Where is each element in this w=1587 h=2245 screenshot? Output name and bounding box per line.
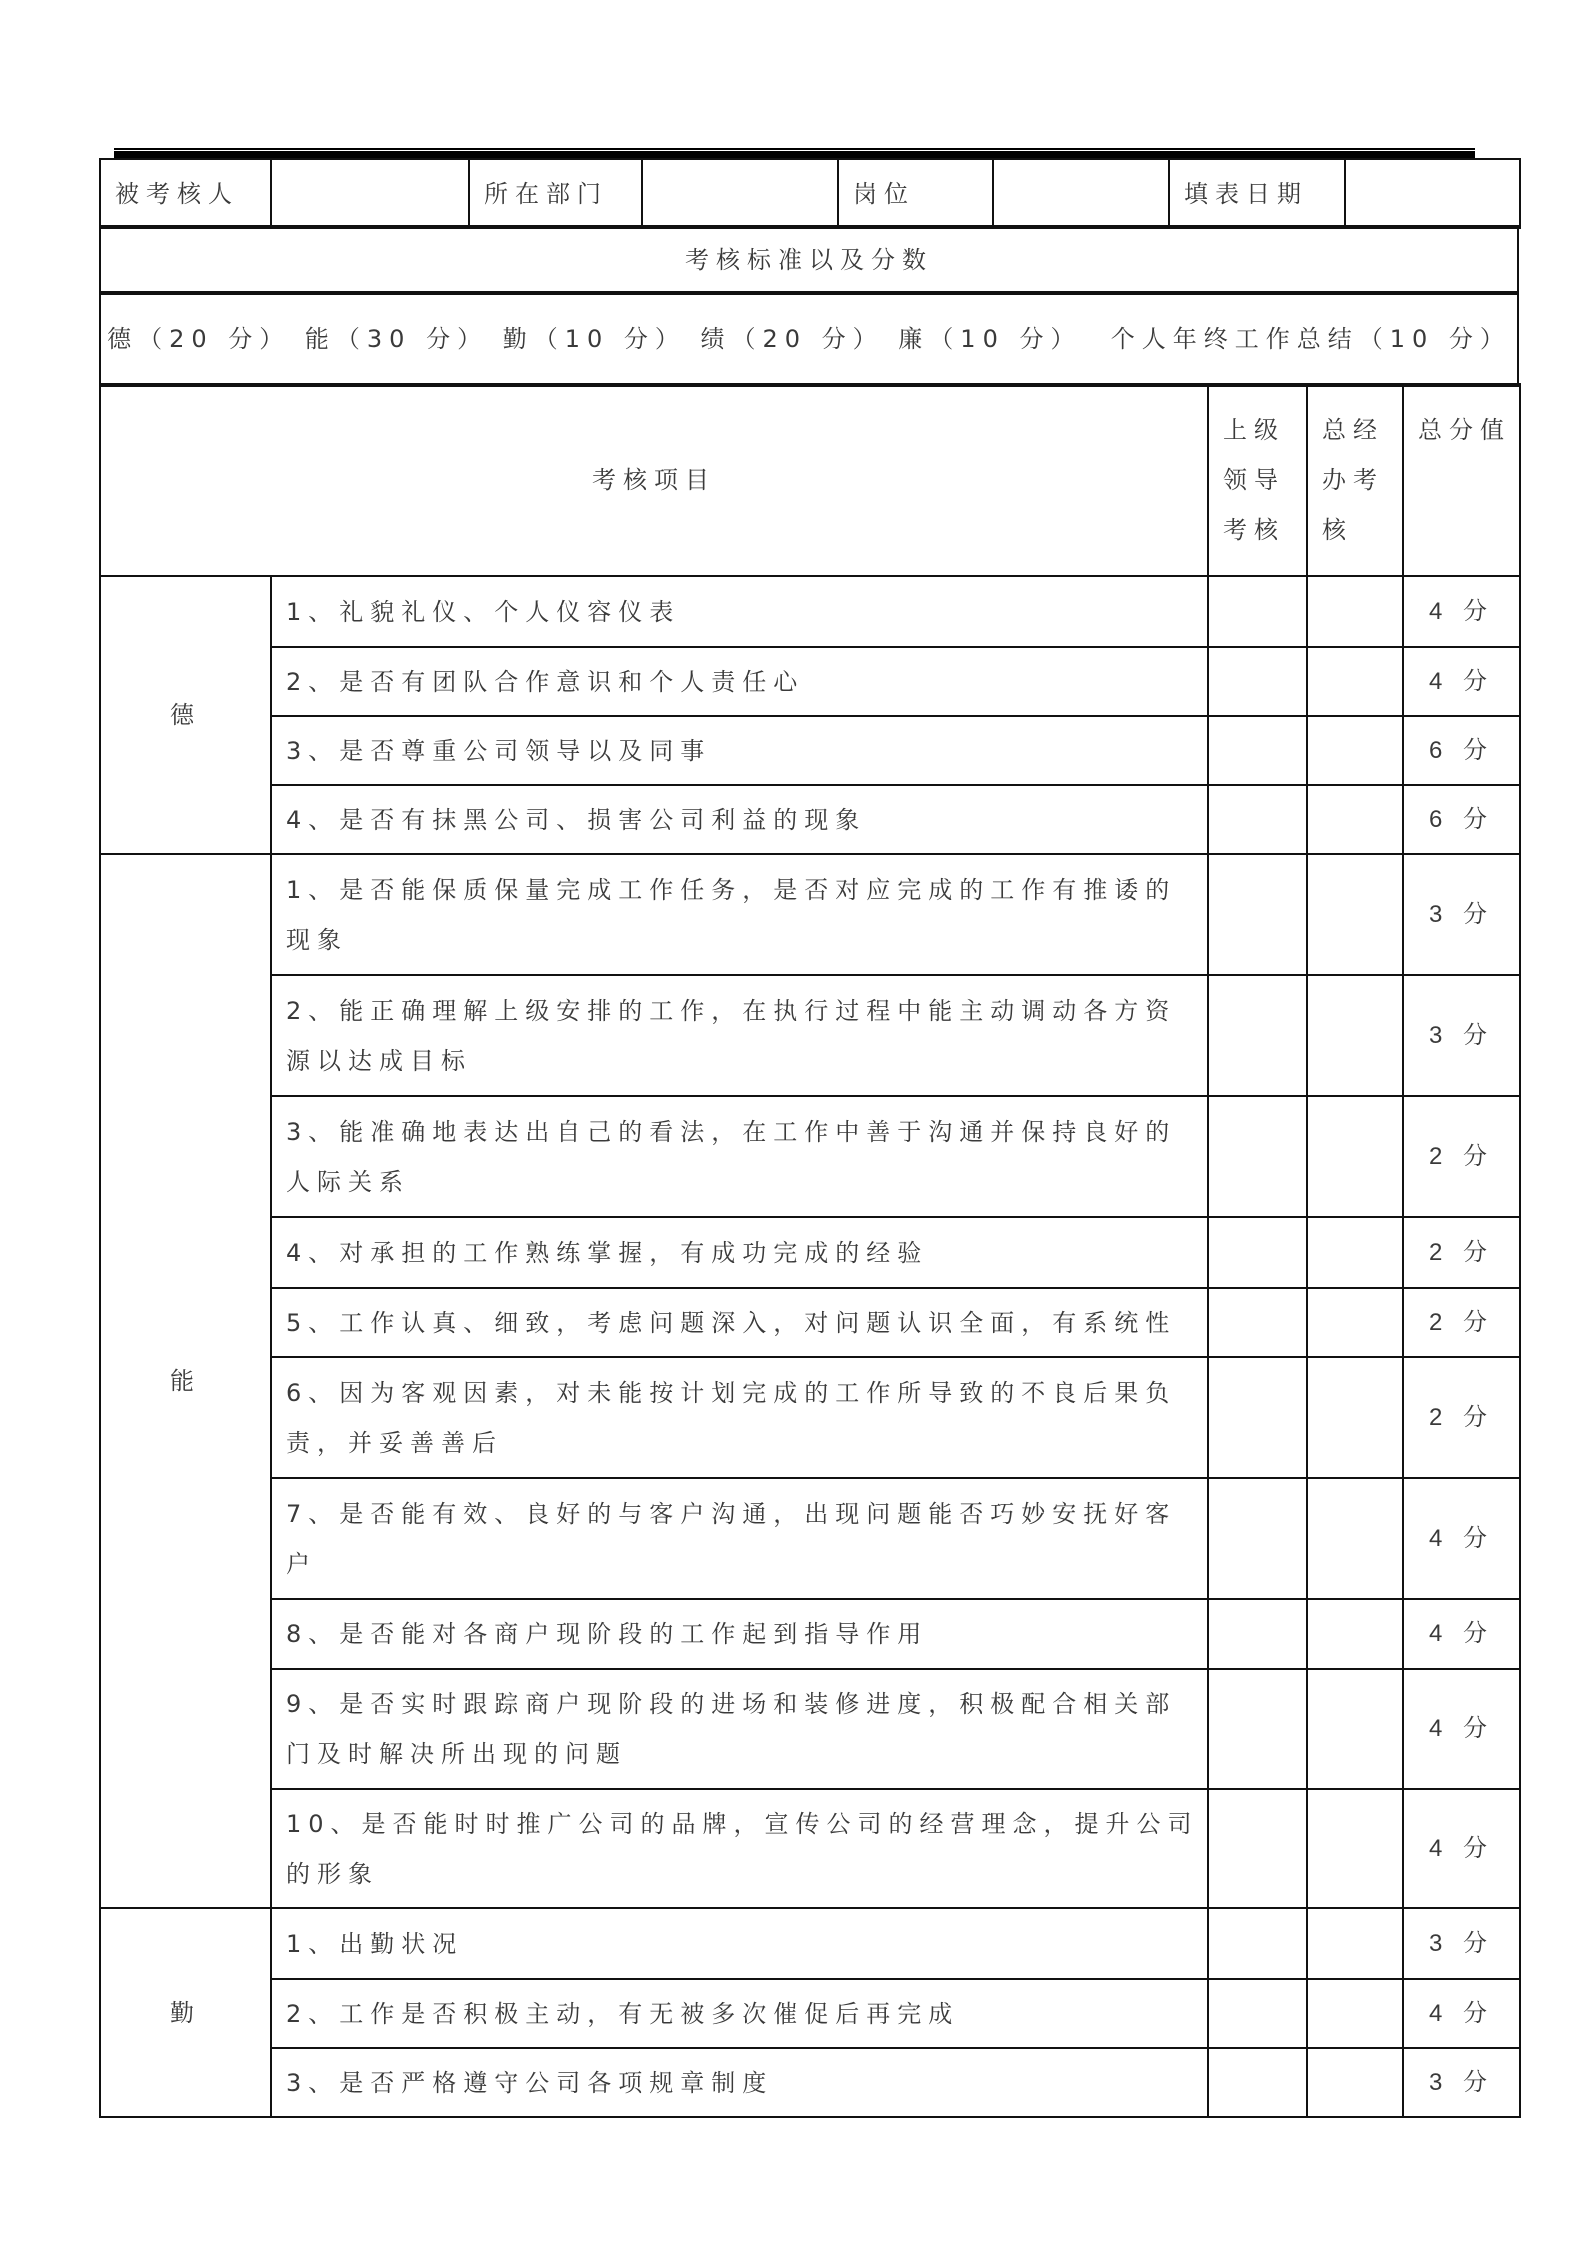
supervisor-score-field[interactable] [1208, 854, 1307, 975]
supervisor-score-field[interactable] [1208, 1979, 1307, 2048]
column-header-item: 考核项目 [100, 384, 1208, 576]
supervisor-score-field[interactable] [1208, 647, 1307, 716]
assessment-item: 2、工作是否积极主动，有无被多次催促后再完成 [271, 1979, 1208, 2048]
header-rule-thin [114, 148, 1475, 150]
gm-office-score-field[interactable] [1307, 1669, 1403, 1789]
examinee-label: 被考核人 [100, 159, 271, 228]
section-name: 勤 [100, 1908, 271, 2117]
standards-title: 考核标准以及分数 [100, 226, 1518, 294]
gm-office-score-field[interactable] [1307, 1599, 1403, 1669]
section-name: 能 [100, 854, 271, 1908]
assessment-item: 2、能正确理解上级安排的工作，在执行过程中能主动调动各方资源以达成目标 [271, 975, 1208, 1096]
standards-title-table [99, 225, 1519, 295]
gm-office-score-field[interactable] [1307, 647, 1403, 716]
gm-office-score-field[interactable] [1307, 785, 1403, 854]
gm-office-score-field[interactable] [1307, 1217, 1403, 1288]
table-row [100, 975, 1520, 1096]
max-score: 4 分 [1403, 1478, 1520, 1599]
position-label: 岗位 [838, 159, 993, 228]
assessment-item: 3、是否严格遵守公司各项规章制度 [271, 2048, 1208, 2117]
max-score: 3 分 [1403, 975, 1520, 1096]
supervisor-score-field[interactable] [1208, 1478, 1307, 1599]
assessment-item: 5、工作认真、细致，考虑问题深入，对问题认识全面，有系统性 [271, 1288, 1208, 1357]
table-row [100, 1478, 1520, 1599]
assessment-item: 6、因为客观因素，对未能按计划完成的工作所导致的不良后果负责，并妥善善后 [271, 1357, 1208, 1478]
table-row [100, 1357, 1520, 1478]
header-rule-thick [114, 151, 1475, 158]
supervisor-score-field[interactable] [1208, 1288, 1307, 1357]
assessment-item: 9、是否实时跟踪商户现阶段的进场和装修进度，积极配合相关部门及时解决所出现的问题 [271, 1669, 1208, 1789]
examinee-field[interactable] [271, 159, 469, 228]
assessment-item: 3、是否尊重公司领导以及同事 [271, 716, 1208, 785]
supervisor-score-field[interactable] [1208, 1357, 1307, 1478]
assessment-item: 4、是否有抹黑公司、损害公司利益的现象 [271, 785, 1208, 854]
column-header-gm-office: 总经办考核 [1307, 384, 1403, 576]
assessment-item: 1、是否能保质保量完成工作任务，是否对应完成的工作有推诿的现象 [271, 854, 1208, 975]
supervisor-score-field[interactable] [1208, 2048, 1307, 2117]
table-row [100, 647, 1520, 716]
max-score: 2 分 [1403, 1096, 1520, 1217]
supervisor-score-field[interactable] [1208, 1599, 1307, 1669]
max-score: 4 分 [1403, 1979, 1520, 2048]
assessment-item: 2、是否有团队合作意识和个人责任心 [271, 647, 1208, 716]
max-score: 6 分 [1403, 716, 1520, 785]
table-row [100, 716, 1520, 785]
categories-summary: 德（20 分） 能（30 分） 勤（10 分） 绩（20 分） 廉（10 分） 个人年终工作总结（10 分） [100, 292, 1518, 386]
department-label: 所在部门 [469, 159, 642, 228]
gm-office-score-field[interactable] [1307, 2048, 1403, 2117]
max-score: 2 分 [1403, 1217, 1520, 1288]
table-row [100, 854, 1520, 975]
max-score: 4 分 [1403, 647, 1520, 716]
max-score: 2 分 [1403, 1288, 1520, 1357]
gm-office-score-field[interactable] [1307, 576, 1403, 647]
supervisor-score-field[interactable] [1208, 1217, 1307, 1288]
table-row [100, 2048, 1520, 2117]
info-table [99, 158, 1521, 229]
supervisor-score-field[interactable] [1208, 1669, 1307, 1789]
gm-office-score-field[interactable] [1307, 854, 1403, 975]
max-score: 4 分 [1403, 576, 1520, 647]
table-row [100, 576, 1520, 647]
assessment-item: 4、对承担的工作熟练掌握，有成功完成的经验 [271, 1217, 1208, 1288]
date-field[interactable] [1345, 159, 1520, 228]
assessment-item: 1、礼貌礼仪、个人仪容仪表 [271, 576, 1208, 647]
supervisor-score-field[interactable] [1208, 785, 1307, 854]
table-row [100, 1096, 1520, 1217]
gm-office-score-field[interactable] [1307, 1357, 1403, 1478]
assessment-item: 10、是否能时时推广公司的品牌，宣传公司的经营理念，提升公司的形象 [271, 1789, 1208, 1908]
max-score: 2 分 [1403, 1357, 1520, 1478]
table-row [100, 1669, 1520, 1789]
max-score: 4 分 [1403, 1669, 1520, 1789]
gm-office-score-field[interactable] [1307, 1789, 1403, 1908]
column-header-supervisor: 上级领导考核 [1208, 384, 1307, 576]
assessment-item: 8、是否能对各商户现阶段的工作起到指导作用 [271, 1599, 1208, 1669]
supervisor-score-field[interactable] [1208, 1908, 1307, 1979]
gm-office-score-field[interactable] [1307, 1478, 1403, 1599]
assessment-item: 3、能准确地表达出自己的看法，在工作中善于沟通并保持良好的人际关系 [271, 1096, 1208, 1217]
supervisor-score-field[interactable] [1208, 576, 1307, 647]
gm-office-score-field[interactable] [1307, 716, 1403, 785]
position-field[interactable] [993, 159, 1169, 228]
supervisor-score-field[interactable] [1208, 1096, 1307, 1217]
max-score: 3 分 [1403, 854, 1520, 975]
supervisor-score-field[interactable] [1208, 716, 1307, 785]
table-row [100, 1908, 1520, 1979]
max-score: 6 分 [1403, 785, 1520, 854]
column-header-score: 总分值 [1403, 384, 1520, 576]
table-row [100, 785, 1520, 854]
section-name: 德 [100, 576, 271, 854]
table-row [100, 1599, 1520, 1669]
table-row [100, 1217, 1520, 1288]
table-row [100, 1288, 1520, 1357]
max-score: 4 分 [1403, 1599, 1520, 1669]
department-field[interactable] [642, 159, 838, 228]
table-row [100, 1979, 1520, 2048]
max-score: 4 分 [1403, 1789, 1520, 1908]
assessment-table [99, 383, 1521, 2118]
date-label: 填表日期 [1169, 159, 1345, 228]
categories-summary-table [99, 291, 1519, 387]
max-score: 3 分 [1403, 2048, 1520, 2117]
gm-office-score-field[interactable] [1307, 1288, 1403, 1357]
table-row [100, 1789, 1520, 1908]
assessment-item: 7、是否能有效、良好的与客户沟通，出现问题能否巧妙安抚好客户 [271, 1478, 1208, 1599]
gm-office-score-field[interactable] [1307, 1096, 1403, 1217]
gm-office-score-field[interactable] [1307, 1908, 1403, 1979]
gm-office-score-field[interactable] [1307, 975, 1403, 1096]
supervisor-score-field[interactable] [1208, 975, 1307, 1096]
max-score: 3 分 [1403, 1908, 1520, 1979]
supervisor-score-field[interactable] [1208, 1789, 1307, 1908]
assessment-item: 1、出勤状况 [271, 1908, 1208, 1979]
gm-office-score-field[interactable] [1307, 1979, 1403, 2048]
